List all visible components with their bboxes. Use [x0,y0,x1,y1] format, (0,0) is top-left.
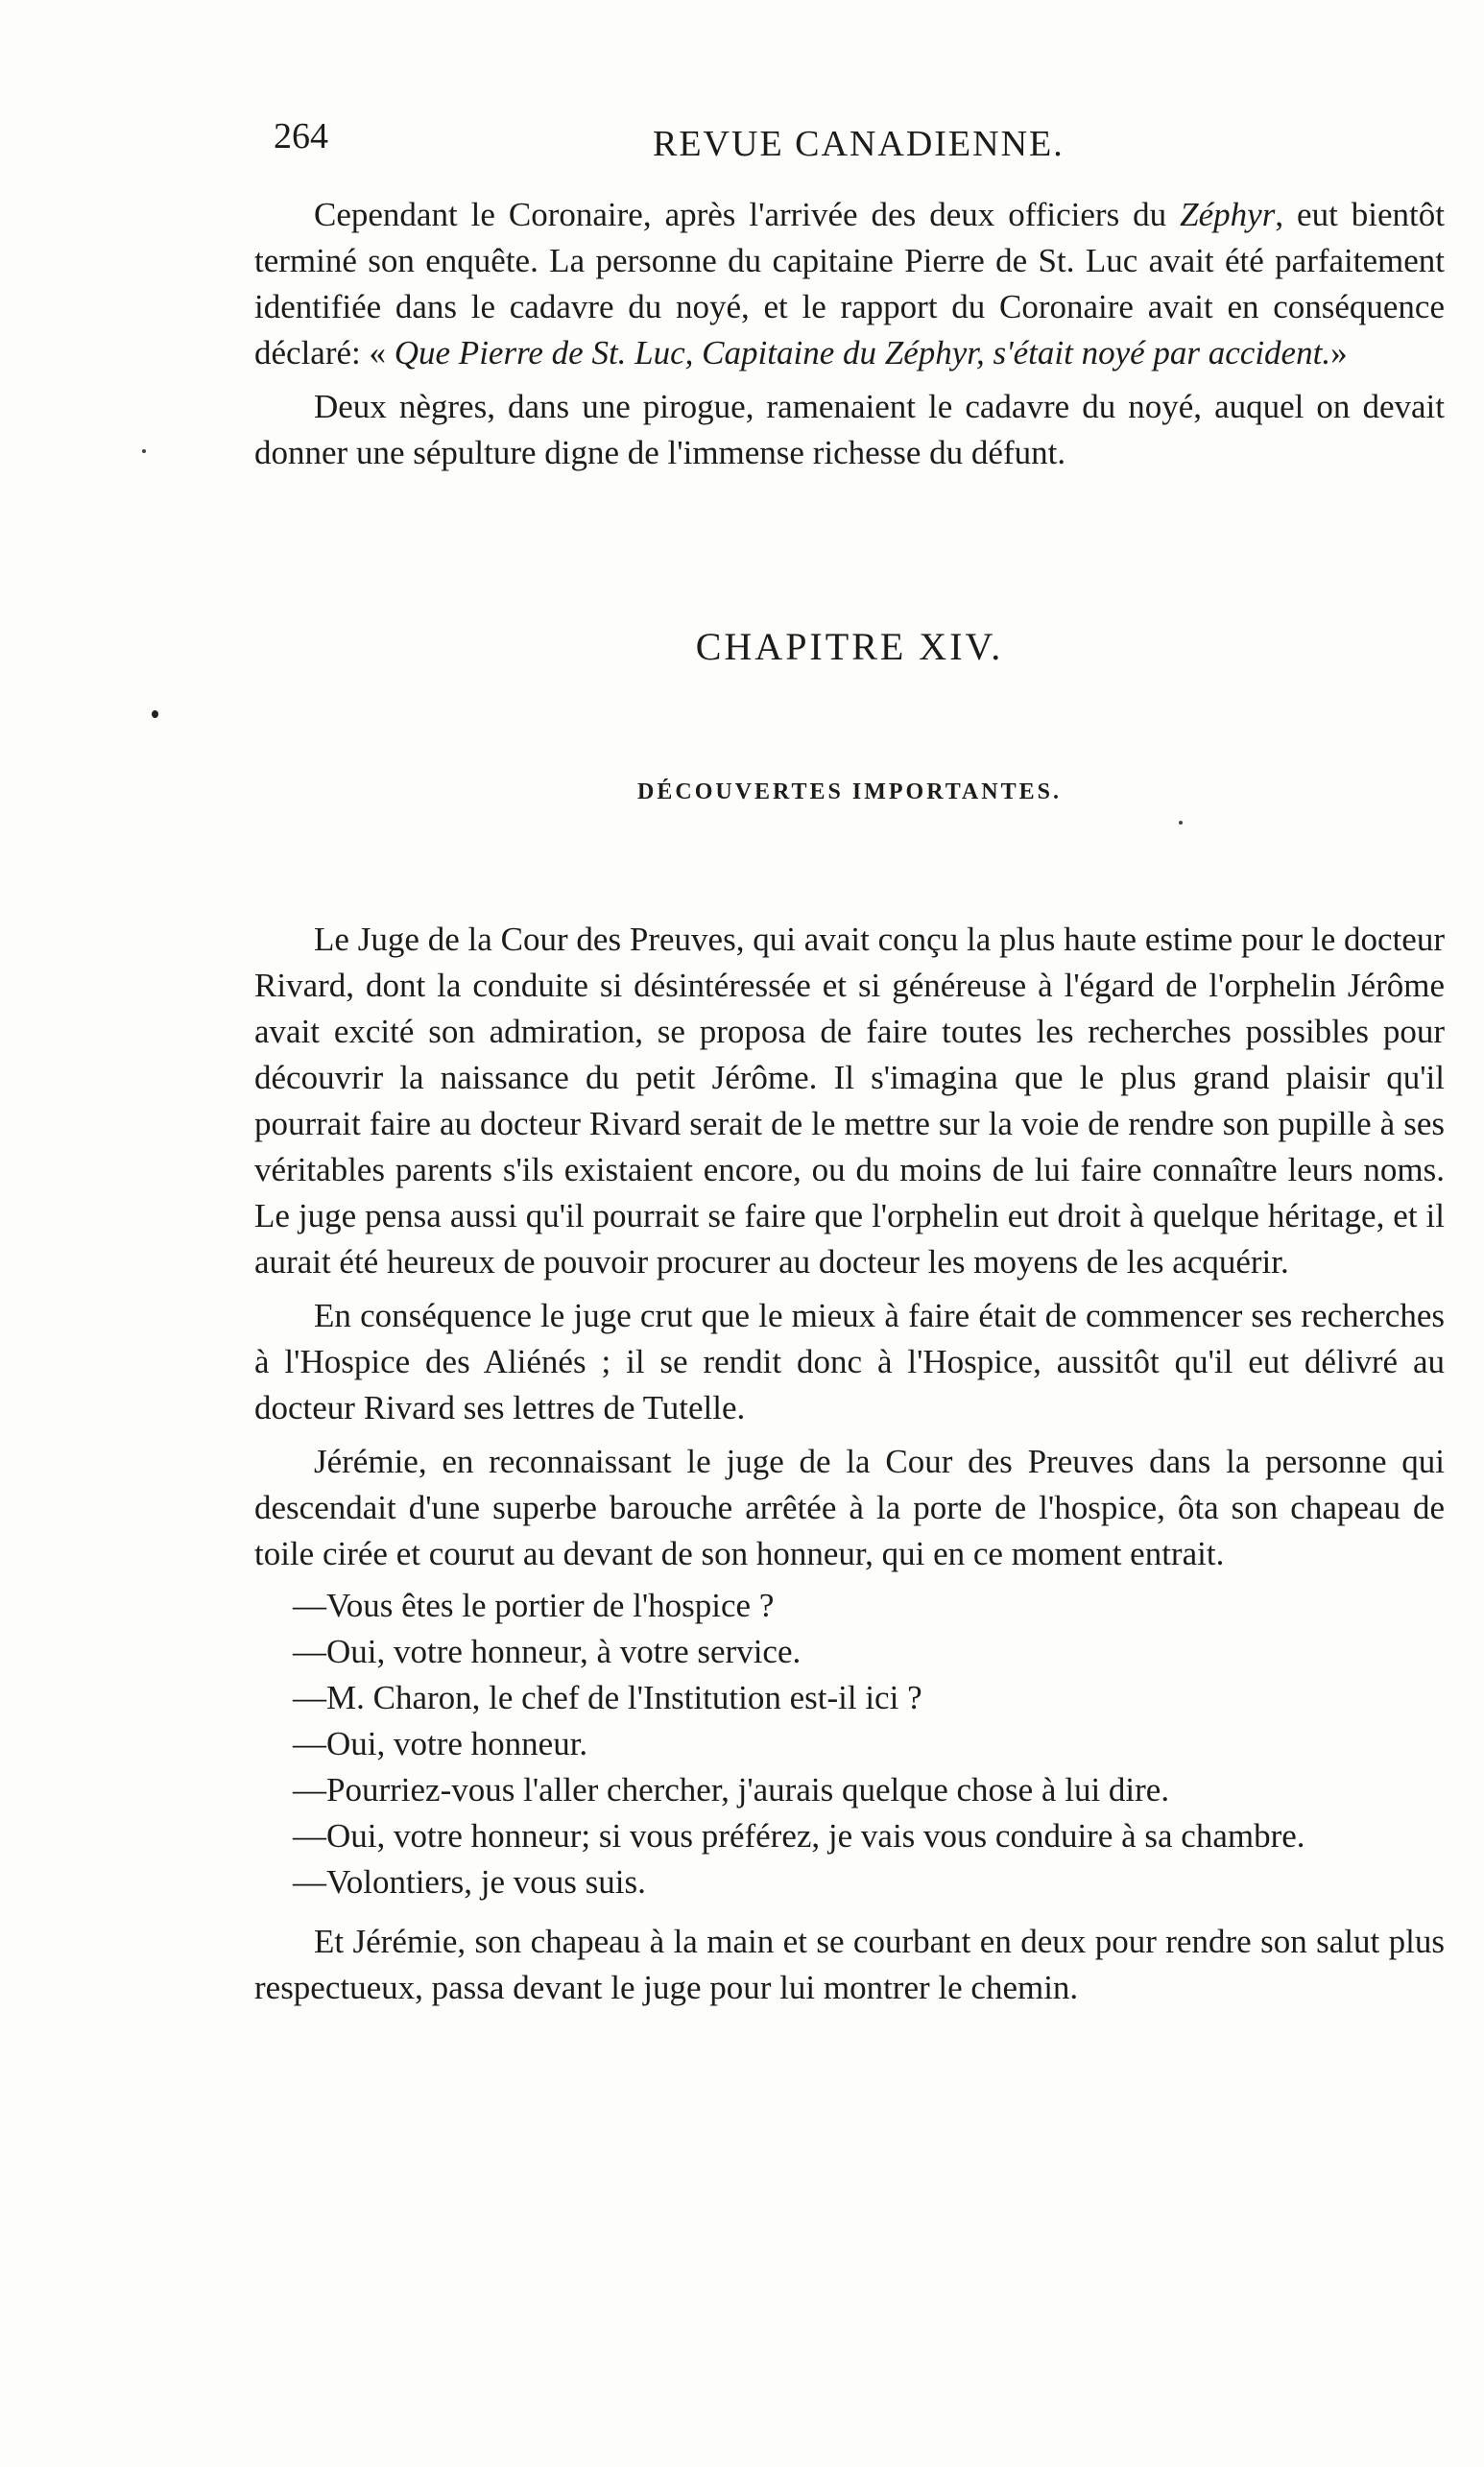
chapter-body [254,917,1445,2011]
quote-close: » [1330,334,1348,371]
paragraph-jeremie-greets: Jérémie, en reconnaissant le juge de la Cour des Preuves dans la personne qui descendait d'une superbe barouche arrêtée à la porte de l'hospice, ôta son chapeau de toile cirée et courut au devant de son honneur, qui en ce moment entrait. [254,1443,1445,1572]
verdict-quote-italic: Que Pierre de St. Luc, Capitaine du Zéphyr, s'était noyé par accident. [394,334,1331,371]
print-speck [142,449,146,453]
chapter-title: CHAPITRE XIV. [695,625,1004,668]
paragraph-hospice-visit: En conséquence le juge crut que le mieux à faire était de commencer ses recherches à l'Hospice des Aliénés ; il se rendit donc à l'Hospice, aussitôt qu'il eut délivré au docteur Rivard ses lettres de Tutelle. [254,1297,1445,1426]
dialogue-line: —M. Charon, le chef de l'Institution est-il ici ? [293,1679,922,1716]
ship-name-italic: Zéphyr [1180,196,1276,233]
paragraph-funeral: Deux nègres, dans une pirogue, ramenaient le cadavre du noyé, auquel on devait donner une sépulture digne de l'immense richesse du défunt. [254,388,1445,471]
paragraph-closing: Et Jérémie, son chapeau à la main et se courbant en deux pour rendre son salut plus respectueux, passa devant le juge pour lui montrer le chemin. [254,1923,1445,2006]
dialogue-line: —Volontiers, je vous suis. [293,1863,646,1901]
print-speck [1179,821,1183,825]
paragraph-judge-intent: Le Juge de la Cour des Preuves, qui avait conçu la plus haute estime pour le docteur Rivard, dont la conduite si désintéressée et si généreuse à l'égard de l'orphelin Jérôme avait excité son admiration, se proposa de faire toutes les recherches possibles pour découvrir la naissance du petit Jérôme. Il s'imagina que le plus grand plaisir qu'il pourrait faire au docteur Rivard serait de le mettre sur la voie de rendre son pupille à ses véritables parents s'ils existaient encore, ou du moins de lui faire connaître leurs noms. Le juge pensa aussi qu'il pourrait se faire que l'orphelin eut droit à quelque héritage, et il aurait été heureux de pouvoir procurer au docteur les moyens de les acquérir. [254,921,1445,1281]
page-header [274,115,1449,173]
text-run: Cependant le Coronaire, après l'arrivée des deux officiers du [314,196,1181,233]
text-run: , eut bientôt terminé son enquête. La personne du capitaine Pierre de St. Luc avait été parfaitement identifiée dans le cadavre du noyé, et le rapport du Coronaire avait en conséquence déclaré: « [254,196,1445,371]
dialogue-line: —Pourriez-vous l'aller chercher, j'aurais quelque chose à lui dire. [293,1771,1170,1808]
dialogue-line: —Oui, votre honneur, à votre service. [293,1633,802,1670]
running-title: REVUE CANADIENNE. [653,124,1065,164]
dialogue-line: —Oui, votre honneur. [293,1725,588,1762]
page-number: 264 [274,116,328,156]
chapter-subtitle: DÉCOUVERTES IMPORTANTES. [637,779,1062,804]
paragraph-coroner-verdict [254,192,1445,376]
dialogue-line: —Vous êtes le portier de l'hospice ? [293,1587,775,1624]
dialogue-line: —Oui, votre honneur; si vous préférez, je vais vous conduire à sa chambre. [293,1817,1305,1855]
dialogue-list [254,1583,1445,1905]
print-speck [152,710,158,718]
opening-section [254,192,1445,476]
